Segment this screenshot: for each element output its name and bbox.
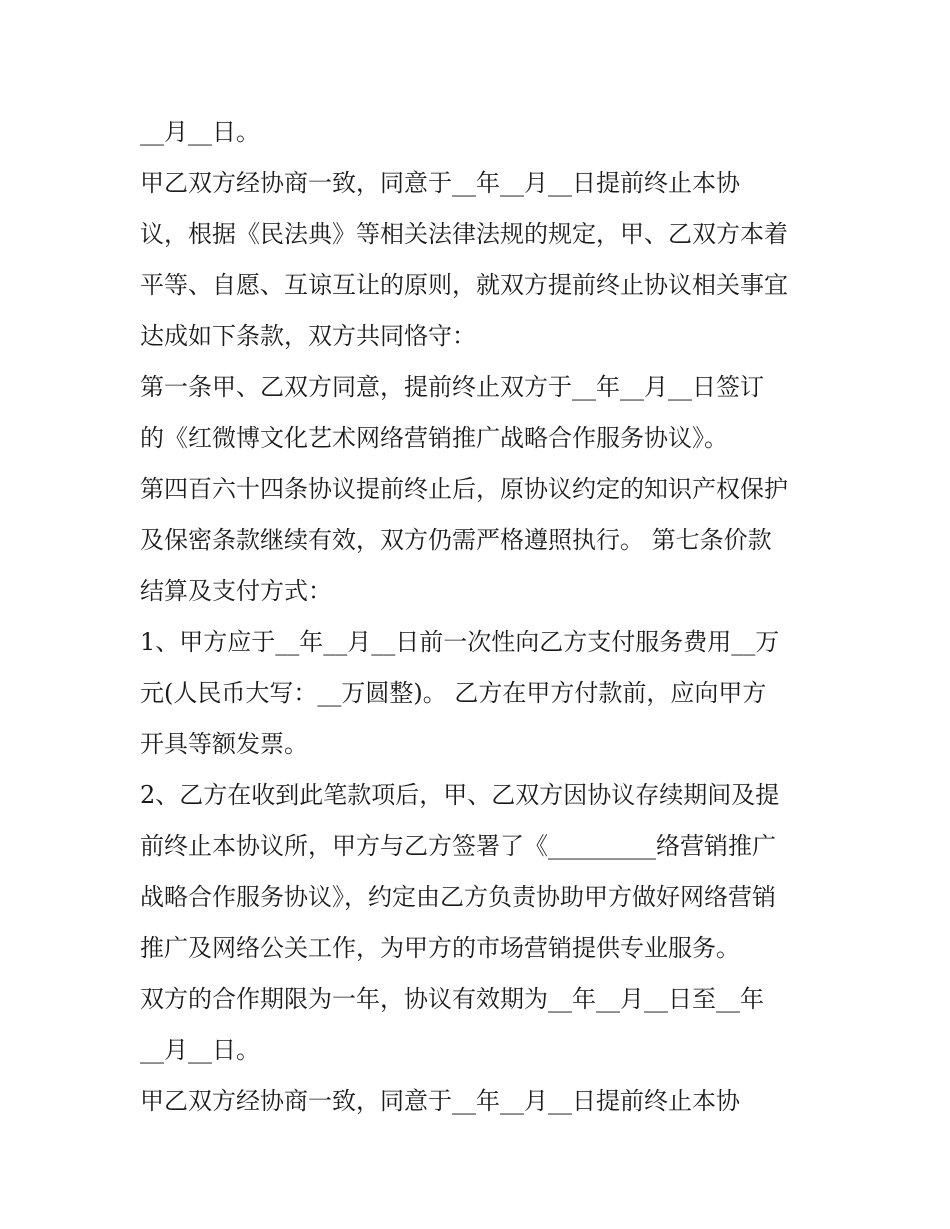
text-line: 前终止本协议所，甲方与乙方签署了《_________络营销推广 bbox=[140, 832, 776, 860]
text-line: 及保密条款继续有效，双方仍需严格遵照执行。 第七条价款 bbox=[140, 526, 772, 554]
text-line: 议，根据《民法典》等相关法律法规的规定，甲、乙双方本着 bbox=[140, 220, 788, 248]
text-line: 甲乙双方经协商一致，同意于__年__月__日提前终止本协 bbox=[140, 169, 740, 197]
text-line: 推广及网络公关工作，为甲方的市场营销提供专业服务。 bbox=[140, 934, 740, 962]
document-body bbox=[140, 107, 820, 1127]
text-line: 开具等额发票。 bbox=[140, 730, 308, 758]
text-line: 结算及支付方式： bbox=[140, 577, 332, 605]
text-line: 双方的合作期限为一年，协议有效期为__年__月__日至__年 bbox=[140, 985, 764, 1013]
text-line: __月__日。 bbox=[140, 1036, 260, 1064]
text-line: 的《红微博文化艺术网络营销推广战略合作服务协议》。 bbox=[140, 424, 728, 452]
text-line: 元(人民币大写：__万圆整)。 乙方在甲方付款前，应向甲方 bbox=[140, 679, 767, 707]
text-line: 第一条甲、乙双方同意，提前终止双方于__年__月__日签订 bbox=[140, 373, 764, 401]
text-line: 第四百六十四条协议提前终止后，原协议约定的知识产权保护 bbox=[140, 475, 788, 503]
text-line: 1、甲方应于__年__月__日前一次性向乙方支付服务费用__万 bbox=[140, 628, 780, 656]
text-line: 战略合作服务协议》，约定由乙方负责协助甲方做好网络营销 bbox=[140, 883, 776, 911]
text-line: 甲乙双方经协商一致，同意于__年__月__日提前终止本协 bbox=[140, 1087, 740, 1115]
text-line: 达成如下条款，双方共同恪守： bbox=[140, 322, 476, 350]
text-line: 2、乙方在收到此笔款项后，甲、乙双方因协议存续期间及提 bbox=[140, 781, 780, 809]
text-line: __月__日。 bbox=[140, 118, 260, 146]
text-line: 平等、自愿、互谅互让的原则，就双方提前终止协议相关事宜 bbox=[140, 271, 788, 299]
